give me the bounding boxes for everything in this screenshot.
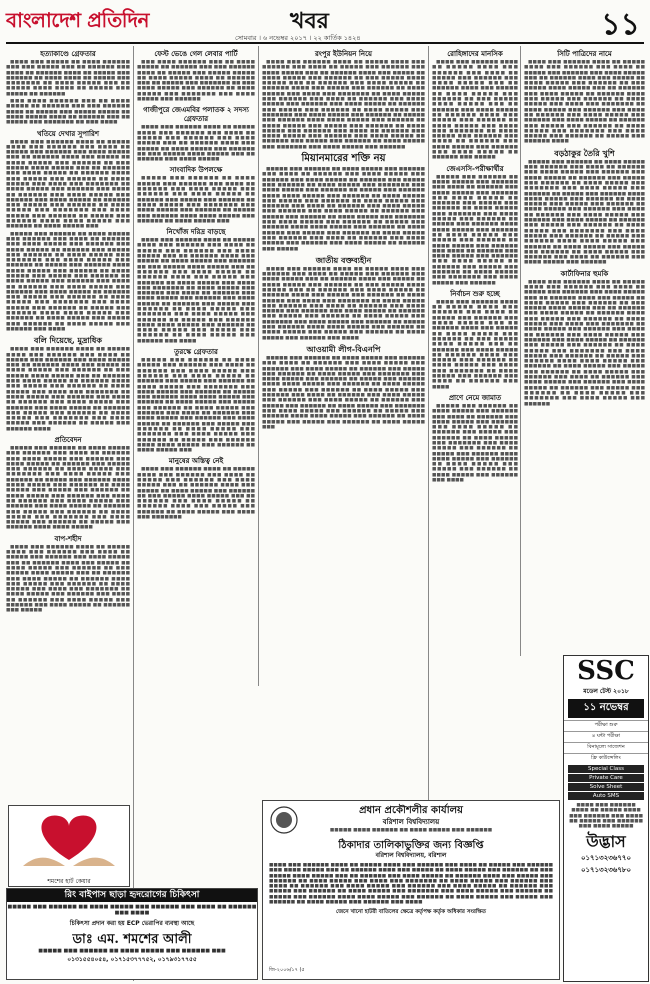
headline: জেএসসি-পরীক্ষার্থীর bbox=[446, 163, 504, 173]
heart-hands-illustration bbox=[9, 806, 129, 872]
page-number: ১১ bbox=[601, 7, 640, 42]
headline: বাপ-শহীদ bbox=[54, 533, 82, 543]
headline: জাতীয় বক্তব্যহীন bbox=[315, 254, 372, 265]
column-4: রোহিঙ্গাদের মানসিক ■■■■ ■■■ ■■■■■■ ■■■■ ■■ ■■■■■ ■■■■ ■■■ ■■■■■■ ■■■ ■■■■ ■■ ■■■■■ ■■■ ■■■■■■ ■■■ ■■■■ ■■■■■ ■■■ ■■ ■■■■■■ ■■■■ ■■■ ■■■■■ ■■ ■■■■ ■■■■■ ■■■ ■■■■■■ ■■ ■■■ ■■■■■ ■■■■ ■■■■■ ■■■ ■■ ■■■■■■ ■■■ ■■■■ ■■■■■ ■■ ■■■■■■ ■■■■ ■■■ ■■■■■ ■■■ ■■■■■■ ■■ ■■■■ ■■■■■ ■■■ ■■■■ ■■■ ■■■■■■■ ■■ ■■■■ ■■■■■ ■■■ ■■■■■■ ■■■ ■■■■ ■■ ■■■■■■ ■■■ ■■■■ ■■■■■ ■■■ ■■■■■■ ■■■ ■■■■ ■■■■■ ■■ ■■■■■■ ■■■ ■■■■■ জেএসসি-পরীক্ষার্থীর ■■■■■ ■■■ ■■■■■■ ■■ ■■■■ ■■■■■ ■■■ ■■■■■■ ■■■ ■■■■ ■■ ■■■■■■ ■■■ ■■■■ ■■■■■ ■■■ ■■■■■■ ■■■ ■■■■ ■■■■■ ■■ ■■■■■■ ■■■ ■■■■■ ■■■ ■■■■■■ ■■ ■■■■ ■■■■■ ■■■ ■■■■■■■ ■■■ ■■■■ ■■■■■ ■■■ ■■■■■■ ■■ ■■■■■ ■■■ ■■■■■■ ■■■■ ■■■■ ■■■■■ ■■■ ■■■■■■ ■■ ■■■■ ■■■■■ ■■■ ■■■■■ ■■■ ■■■■■■ ■■ ■■■■ ■■■■■ ■■■ ■■■■■■ ■■■ ■■■■ ■■ ■■■■■■ ■■■ ■■■■ ■■■■■ ■■■ ■■■■■■ ■■■ ■■■■ ■■■■■ ■■ ■■■■■■ ■■■ ■■■■■ ■■■ ■■■■■■ ■■ ■■■■ ■■■■■ ■■■ ■■■■■■■ ■■■ ■■■■ ■■■■■ ■■■ ■■■■■■ নির্বাচন শুরু হচ্ছে ■■■■ ■■■ ■■■■■■ ■■■■ ■■ ■■■■■ ■■■■ ■■■ ■■■■■■ ■■■ ■■■■ ■■ ■■■■■ ■■■ ■■■■■■ ■■■ ■■■■ ■■■■■ ■■■ ■■ ■■■■■■ ■■■■ ■■■ ■■■■■ ■■ ■■■■ ■■■■■ ■■■ ■■■■■■ ■■ ■■■ ■■■■■ ■■■■ ■■■■■ ■■■ ■■ ■■■■■■ ■■■ ■■■■ ■■■■■ ■■ ■■■■■■ ■■■■ ■■■ ■■■■■ ■■■ ■■■■■■ ■■ ■■■■ ■■■■■ ■■■ ■■■■ ■■■ ■■■■■■■ ■■ ■■■■ ■■■■■ ■■■ ■■■■■■ ■■■ ■■■■ ■■ ■■■■■■ ■■■ ■■■■ প্রাণে নেমে জামাত ■■■■■ ■■■ ■■■■■■ ■■ ■■■■ ■■■■■ ■■■ ■■■■■■ ■■■ ■■■■ ■■ ■■■■■■ ■■■ ■■■■ ■■■■■ ■■■ ■■■■■■ ■■■ ■■■■ ■■■■■ ■■ ■■■■■■ ■■■ ■■■■■ ■■■ ■■■■■■ ■■ ■■■■ ■■■■■ ■■■ ■■■■■■■ ■■■ ■■■■ ■■■■■ ■■■ ■■■■■■ ■■ ■■■■■ ■■■ ■■■■■■ ■■■■ ■■■■ ■■■■■ ■■■ ■■■■■■ ■■ ■■■■ ■■■■■ ■■■ ■■■■■ ■■■ ■■■■■■ ■■ ■■■■ ■■■■■ ■■■ ■■■■■■ ■■■ ■■■■ bbox=[432, 49, 518, 484]
heart-care-ad bbox=[8, 805, 130, 887]
office-title: প্রধান প্রকৌশলীর কার্যালয় bbox=[359, 805, 463, 816]
ssc-badge: Special Class bbox=[568, 765, 644, 773]
column-divider bbox=[428, 46, 429, 806]
ssc-row: ৪ ঘন্টা পরীক্ষা bbox=[564, 731, 648, 742]
headline: সাংবাদিক উপলক্ষে bbox=[169, 165, 223, 175]
ssc-badge: Auto SMS bbox=[568, 792, 644, 800]
headline: নিখোঁজ দরিদ্র বাড়ছে bbox=[166, 227, 226, 237]
doctor-name: ডাঃ এম. শমশের আলী bbox=[72, 932, 192, 947]
tender-sub: বরিশাল বিশ্ববিদ্যালয়, বরিশাল bbox=[375, 852, 447, 859]
headline: প্রতিবেদন bbox=[54, 435, 82, 444]
headline: খতিয়ে দেখার সুপারিশ bbox=[36, 128, 100, 138]
headline: বড়ঠাকুর তৈরি খুশি bbox=[554, 147, 615, 158]
headline: রোহিঙ্গাদের মানসিক bbox=[447, 49, 503, 58]
ssc-phone: ০১৭১৩২৩৬৭৭০ ০১৭১৩২৩৬৭৮০ bbox=[580, 854, 632, 875]
tender-title: ঠিকাদার তালিকাভুক্তির জন্য বিজ্ঞপ্তি bbox=[338, 840, 484, 851]
ssc-brand: উদ্ভাস bbox=[586, 832, 626, 852]
section-title: খবর bbox=[290, 8, 329, 34]
office-sub: বরিশাল বিশ্ববিদ্যালয় bbox=[382, 817, 440, 826]
headline: সিটি পাত্রিদের নামে bbox=[557, 49, 612, 58]
heart-care-caption: শমশের হার্ট কেয়ার bbox=[47, 878, 91, 885]
column-divider bbox=[520, 46, 521, 656]
ssc-subtitle: মডেল টেস্ট ২০১৮ bbox=[583, 688, 629, 695]
column-2: ফেস্ট ভেঙে গেল লেবার পার্টি ■■■ ■■■■ ■■■■■■ ■■■ ■■ ■■■■ ■■■■■ ■■ ■■■■■■ ■■■ ■■■ ■■■■■■ ■■■■ ■■ ■■■■■ ■■■ ■■■■■ ■■■■■ ■■ ■■■■ ■■■■■ ■■■■ ■■ ■■■■■■ ■■■ ■■ ■■■■■ ■■■ ■■■■■■■ ■■ ■■■ ■■■■ ■■■■■ ■■■ ■■■■■■ ■■ ■■■■ ■■■■■ ■■■ ■■■■■■■ ■■■ ■■■■ ■■■■■ ■■■ ■■■■■■ গাজীপুরে জেএমবির পলাতক ২ সদস্য গ্রেফতার ■■■■ ■■■ ■■■■■■ ■■■■ ■■ ■■■■■ ■■■■ ■■■ ■■■■■■ ■■■ ■■■■ ■■ ■■■■■ ■■■ ■■■■■■ ■■■ ■■■■ ■■■■■ ■■■ ■■ ■■■■■■ ■■■■ ■■■ ■■■■■ ■■ ■■■■ ■■■■■ ■■■ ■■■■■■ ■■ ■■■ ■■■■■ ■■■■ ■■■■■ ■■■ ■■ ■■■■■■ ■■■ ■■■■ ■■■■■ সাংবাদিক উপলক্ষে ■■■■■ ■■■ ■■■■■■ ■■ ■■■■ ■■■■■ ■■■ ■■■■■■ ■■■ ■■■■ ■■ ■■■■■■ ■■■ ■■■■ ■■■■■ ■■■ ■■■■■■ ■■■ ■■■■ ■■■■■ ■■ ■■■■■■ ■■■ ■■■■■ ■■■ ■■■■■■ ■■ ■■■■ ■■■■■ ■■■ ■■■■■■■ ■■■ ■■■■ ■■■■■ ■■■ ■■■■■■ ■■ ■■■■■ ■■■ ■■■■■■ ■■■■ ■■■■ ■■■■■ ■■■ ■■■■■■ ■■ ■■■■ ■■■■■ ■■■ নিখোঁজ দরিদ্র বাড়ছে ■■■■ ■■■ ■■■■■■ ■■■■ ■■ ■■■■■ ■■■■ ■■■ ■■■■■■ ■■■ ■■■■ ■■ ■■■■■ ■■■ ■■■■■■ ■■■ ■■■■ ■■■■■ ■■■ ■■ ■■■■■■ ■■■■ ■■■ ■■■■■ ■■ ■■■■ ■■■■■ ■■■ ■■■■■■ ■■ ■■■ ■■■■■ ■■■■ ■■■■■ ■■■ ■■ ■■■■■■ ■■■ ■■■■ ■■■■■ ■■ ■■■■■■ ■■■■ ■■■ ■■■■■ ■■■ ■■■■■■ ■■ ■■■■ ■■■■■ ■■■ ■■■■ ■■■ ■■■■■■■ ■■ ■■■■ ■■■■■ ■■■ ■■■■■■ ■■■ ■■■■ ■■ ■■■■■■ ■■■ ■■■■ ■■■■■ ■■■ ■■■■■■ ■■■ ■■■■ ■■■■■ ■■ ■■■■■■ ■■■ ■■■■■ ■■■ ■■■■■■ ■■ ■■■■ ■■■■■ ■■■ ■■■■■■■ ■■■ ■■■■ ■■■■■ ■■■ ■■■■■■ ■■ ■■■■■ ■■■ ■■■■■■ ■■■■ ■■■■ ■■■■■ ■■■ ■■■■■■ ■■ ■■■■ ■■■■■ ■■■ ■■■■■ ■■■ ■■■■■■ ■■ ■■■■ ■■■■■ ■■■ ■■■■■■ ■■■ ■■■■ তুরস্কে গ্রেফতার ■■■■■ ■■■ ■■■■■■ ■■ ■■■■ ■■■■■ ■■■ ■■■■■■ ■■■ ■■■■ ■■ ■■■■■■ ■■■ ■■■■ ■■■■■ ■■■ ■■■■■■ ■■■ ■■■■ ■■■■■ ■■ ■■■■■■ ■■■ ■■■■■ ■■■ ■■■■■■ ■■ ■■■■ ■■■■■ ■■■ ■■■■■■■ ■■■ ■■■■ ■■■■■ ■■■ ■■■■■■ ■■ ■■■■■ ■■■ ■■■■■■ ■■■■ ■■■■ ■■■■■ ■■■ ■■■■■■ ■■ ■■■■ ■■■■■ ■■■ ■■■■■ ■■■ ■■■■■■ ■■ ■■■■ ■■■■■ ■■■ ■■■■■■ ■■■ ■■■■ ■■ ■■■■■■ ■■■ ■■■■ ■■■■■ ■■■ ■■■■■■ ■■■ ■■■■ ■■■■■ ■■ ■■■■■■ ■■■ ■■■■■ ■■■ ■■■■■■ ■■ ■■■■ ■■■■■ ■■■ ■■■■■■■ ■■■ ■■■■ ■■■■■ ■■■ ■■■■■■ ■■ ■■■■■ ■■■ ■■■■■■ ■■■■ ■■■■ ■■■■■ ■■■ ■■■■■■ ■■ ■■■■ ■■■■■ ■■■ মানুষের অস্তিত্ব নেই ■■■■ ■■■ ■■■■■■ ■■■■ ■■ ■■■■■ ■■■■ ■■■ ■■■■■■ ■■■ ■■■■ ■■ ■■■■■ ■■■ ■■■■■■ ■■■ ■■■■ ■■■■■ ■■■ ■■ ■■■■■■ ■■■■ ■■■ ■■■■■ ■■ ■■■■ ■■■■■ ■■■ ■■■■■■ ■■ ■■■ ■■■■■ ■■■■ ■■■■■ ■■■ ■■ ■■■■■■ ■■■ ■■■■ ■■■■■ ■■ ■■■■■■ ■■■■ ■■■ ■■■■■ ■■■ ■■■■■■ ■■ ■■■■ ■■■■■ ■■■ ■■■■ ■■■ ■■■■■■■ bbox=[137, 49, 255, 521]
newspaper-logo: বাংলাদেশ প্রতিদিন bbox=[6, 8, 149, 32]
headline: প্রাণে নেমে জামাত bbox=[448, 392, 502, 402]
headline: মিয়ানমারের শক্তি নয় bbox=[301, 153, 386, 165]
doctor-phone: ০১৩১৫৫৪০৫৪, ০১৭১৫৩৭৭৭৫২, ০১৭৯৩১৭৭৫৫ bbox=[67, 956, 197, 963]
headline: আওয়ামী লীগ-বিএনপি bbox=[306, 343, 381, 354]
column-divider bbox=[258, 46, 259, 686]
dateline: সোমবার । ৬ নভেম্বর ২০১৭ । ২২ কার্তিক ১৪২৪ bbox=[235, 34, 361, 42]
tender-ad: প্রধান প্রকৌশলীর কার্যালয় বরিশাল বিশ্ববিদ্যালয় ■■■■■ ■■■■ ■■■■■■ ■■ ■■■■ ■■■■■ ■■■ ■■■■■■ ঠিকাদার তালিকাভুক্তির জন্য বিজ্ঞপ্তি বরিশাল বিশ্ববিদ্যালয়, বরিশাল ■■■■ ■■■ ■■■■■■ ■■■■ ■■ ■■■■■ ■■■■ ■■■ ■■■■■■ ■■■ ■■■■ ■■ ■■■■■ ■■■ ■■■■■■ ■■■ ■■■■ ■■■■■ ■■■ ■■ ■■■■■■ ■■■■ ■■■ ■■■■■ ■■ ■■■■ ■■■■■ ■■■ ■■■■■■ ■■ ■■■ ■■■■■ ■■■■ ■■■■■ ■■■ ■■ ■■■■■■ ■■■ ■■■■ ■■■■■ ■■ ■■■■■■ ■■■■ ■■■ ■■■■■ ■■■ ■■■■■■ ■■ ■■■■ ■■■■■ ■■■ ■■■■ ■■■ ■■■■■■■ ■■ ■■■■ ■■■■■ ■■■ ■■■■■■ ■■■ ■■■■ ■■ ■■■■■■ ■■■ ■■■■ ■■■■■ ■■■ ■■■■■■ ■■■ ■■■■ ■■■■■ ■■ ■■■■■■ ■■■ ■■■■■ ■■■ ■■■■■■ ■■ ■■■■ ■■■■■ ■■■ ■■■■■■■ ■■■ ■■■■ ■■■■■ ■■■ ■■■■■■ ■■ ■■■■■ ■■■ ■■■■■■ ■■■■ ■■■■ ■■■■■ ■■■ ■■■■■■ ■■ ■■■■ ■■■■■ ■■■ ■■■■■ ■■■ ■■■■■■ ■■ ■■■■ ■■■■■ ■■■ ■■■■■■ ■■■ ■■■■ জেনে খানো হাটরী বাতিলের ক্ষেত্রে কর্তৃপক্ষ কর্তৃক অধিকার সংরক্ষিত জি-২০০৬/১৭ (৫ bbox=[262, 800, 560, 980]
headline: গাজীপুরে জেএমবির পলাতক ২ সদস্য গ্রেফতার bbox=[143, 105, 249, 124]
ssc-row: ফ্রি কাউন্সেলিং bbox=[564, 753, 648, 764]
headline: রংপুর ইউনিয়ন নিয়ে bbox=[314, 49, 373, 58]
ssc-badge: Private Care bbox=[568, 774, 644, 782]
doctor-sub: চিকিৎসা প্রদান করা হয় ECP ভেরাপির ব্যবস্থা আছে bbox=[69, 920, 195, 927]
ssc-row: পরীক্ষা শুরু bbox=[564, 720, 648, 731]
university-seal-icon bbox=[269, 805, 299, 835]
ssc-ad: SSC মডেল টেস্ট ২০১৮ ১১ নভেম্বর পরীক্ষা শুরু ৪ ঘন্টা পরীক্ষা বিনামূল্যে সাজেশন ফ্রি কাউন্সেলিং Special Class Private Care Solve Sheet Auto SMS ■■■■ ■■■ ■■■■■■ ■■■■ ■■ ■■■■■ ■■■■ ■■■ ■■■■■■ ■■■ ■■■■ ■■ ■■■■■ ■■■ ■■■■■■ ■■■ ■■■■ ■■■■■ উদ্ভাস ০১৭১৩২৩৬৭৭০ ০১৭১৩২৩৬৭৮০ bbox=[563, 655, 649, 982]
masthead-rule bbox=[6, 42, 644, 44]
ssc-row: বিনামূল্যে সাজেশন bbox=[564, 742, 648, 753]
masthead bbox=[0, 0, 650, 40]
doctor-ad: রিং বাইপাস ছাড়া হৃদরোগের চিকিৎসা ■■■■■ ■■■ ■■■■■■ ■■ ■■■■ ■■■■■ ■■■ ■■■■■■ ■■■ ■■■■ ■■ ■■■■■■ ■■■ ■■■■ চিকিৎসা প্রদান করা হয় ECP ভেরাপির ব্যবস্থা আছে ডাঃ এম. শমশের আলী ■■■■■ ■■■ ■■■■■■ ■■ ■■■■ ■■■■■ ■■■ ■■■■■■ ■■■ ০১৩১৫৫৪০৫৪, ০১৭১৫৩৭৭৭৫২, ০১৭৯৩১৭৭৫৫ bbox=[6, 888, 258, 980]
headline: তুরস্কে গ্রেফতার bbox=[174, 347, 218, 357]
tender-ref: জি-২০০৬/১৭ (৫ bbox=[269, 967, 305, 973]
column-5: সিটি পাত্রিদের নামে ■■■■ ■■■ ■■■■■■ ■■■■ ■■ ■■■■■ ■■■■ ■■■ ■■■■■■ ■■■ ■■■■ ■■ ■■■■■ ■■■ ■■■■■■ ■■■ ■■■■ ■■■■■ ■■■ ■■ ■■■■■■ ■■■■ ■■■ ■■■■■ ■■ ■■■■ ■■■■■ ■■■ ■■■■■■ ■■ ■■■ ■■■■■ ■■■■ ■■■■■ ■■■ ■■ ■■■■■■ ■■■ ■■■■ ■■■■■ ■■ ■■■■■■ ■■■■ ■■■ ■■■■■ ■■■ ■■■■■■ ■■ ■■■■ ■■■■■ ■■■ ■■■■ ■■■ ■■■■■■■ ■■ ■■■■ ■■■■■ ■■■ ■■■■■■ ■■■ ■■■■ ■■ ■■■■■■ ■■■ ■■■■ ■■■■■ ■■■ ■■■■■■ ■■■ ■■■■ ■■■■■ ■■ ■■■■■■ ■■■ ■■■■■ ■■■ ■■■■■■ ■■ ■■■■ ■■■■■ ■■■ ■■■■■■■ ■■■ ■■■■ ■■■■■ ■■■ ■■■■■■ ■■ ■■■■■ ■■■ ■■■■■■ ■■■■ বড়ঠাকুর তৈরি খুশি ■■■■■ ■■■ ■■■■■■ ■■ ■■■■ ■■■■■ ■■■ ■■■■■■ ■■■ ■■■■ ■■ ■■■■■■ ■■■ ■■■■ ■■■■■ ■■■ ■■■■■■ ■■■ ■■■■ ■■■■■ ■■ ■■■■■■ ■■■ ■■■■■ ■■■ ■■■■■■ ■■ ■■■■ ■■■■■ ■■■ ■■■■■■■ ■■■ ■■■■ ■■■■■ ■■■ ■■■■■■ ■■ ■■■■■ ■■■ ■■■■■■ ■■■■ ■■■■ ■■■■■ ■■■ ■■■■■■ ■■ ■■■■ ■■■■■ ■■■ ■■■■■ ■■■ ■■■■■■ ■■ ■■■■ ■■■■■ ■■■ ■■■■■■ ■■■ ■■■■ ■■ ■■■■■■ ■■■ ■■■■ ■■■■■ ■■■ ■■■■■■ ■■■ ■■■■ ■■■■■ ■■ ■■■■■■ ■■■ ■■■■■ ■■■ ■■■■■■ ■■ ■■■■ ■■■■■ ■■■ ■■■■■■■ ■■■ ■■■■ ■■■■■ ■■■ ■■■■■■ ■■ ■■■■■ ■■■ ■■■■■■ ■■■■ ■■■■ ■■■■■ ■■■ ■■■■■■ ■■ ■■■■ ■■■■■ ■■■ ■■■■■ ■■■ ■■■■■■ ■■ ■■■■ ■■■■■ ■■■ ■■■■■■ ■■■ ■■■■ ■■ ■■■■■■ ■■■ ■■■■ ■■■■■ ■■■ ■■■■■■ কার্টাফিনার হুমকি ■■■■ ■■■ ■■■■■■ ■■■■ ■■ ■■■■■ ■■■■ ■■■ ■■■■■■ ■■■ ■■■■ ■■ ■■■■■ ■■■ ■■■■■■ ■■■ ■■■■ ■■■■■ ■■■ ■■ ■■■■■■ ■■■■ ■■■ ■■■■■ ■■ ■■■■ ■■■■■ ■■■ ■■■■■■ ■■ ■■■ ■■■■■ ■■■■ ■■■■■ ■■■ ■■ ■■■■■■ ■■■ ■■■■ ■■■■■ ■■ ■■■■■■ ■■■■ ■■■ ■■■■■ ■■■ ■■■■■■ ■■ ■■■■ ■■■■■ ■■■ ■■■■ ■■■ ■■■■■■■ ■■ ■■■■ ■■■■■ ■■■ ■■■■■■ ■■■ ■■■■ ■■ ■■■■■■ ■■■ ■■■■ ■■■■■ ■■■ ■■■■■■ ■■■ ■■■■ ■■■■■ ■■ ■■■■■■ ■■■ ■■■■■ ■■■ ■■■■■■ ■■ ■■■■ ■■■■■ ■■■ ■■■■■■■ ■■■ ■■■■ ■■■■■ ■■■ ■■■■■■ ■■ ■■■■■ ■■■ ■■■■■■ ■■■■ ■■■■ ■■■■■ ■■■ ■■■■■■ ■■ ■■■■ ■■■■■ ■■■ ■■■■■ ■■■ ■■■■■■ ■■ ■■■■ ■■■■■ ■■■ ■■■■■■ ■■■ ■■■■ ■■ ■■■■■■ ■■■ ■■■■ ■■■■■ ■■■ ■■■■■■ ■■■ ■■■■ ■■■■■ ■■ ■■■■■■ ■■■ ■■■■■ ■■■ ■■■■■■ ■■ ■■■■ ■■■■■ ■■■ ■■■■■■■ ■■■ ■■■■ ■■■■■ ■■■ ■■■■■■ bbox=[524, 49, 645, 407]
ssc-title: SSC bbox=[577, 656, 635, 686]
headline: কার্টাফিনার হুমকি bbox=[560, 268, 609, 278]
ssc-date: ১১ নভেম্বর bbox=[568, 699, 644, 718]
column-1: হত্যাকাণ্ডে গ্রেফতার ■■■■ ■■■ ■■■■■ ■■ ■■■■ ■■■■■■ ■■■ ■■■ ■■■■■ ■■■ ■■ ■■■■■■ ■■■ ■■■■ ■■ ■■■■■■ ■■■■ ■■ ■■■■■ ■■■ ■■■■■■ ■■ ■■■■ ■■■■ ■■ ■■■■■ ■■■ ■■■■■■■ ■■ ■■■■ ■■■■■ ■■■ ■■ ■■■■■ ■■■■ ■■■■ ■■ ■■■■■ ■■■ ■■■■■ ■■ ■■■■■■ ■■■ ■■■■ ■■■■■■ ■■■ ■■ ■■■■ ■■■■■ ■■ ■■■■■■ ■■■ ■■■ ■■■■■■ ■■■■ ■■ ■■■■■ ■■■ ■■■■■ ■■■■■ ■■ ■■■■ ■■■■■ ■■■■ ■■ ■■■■■■ ■■■ ■■ ■■■■■ ■■■ ■■■■■■■ ■■ ■■■ ■■■■ খতিয়ে দেখার সুপারিশ ■■■■ ■■■ ■■■■■■ ■■■■ ■■ ■■■■■ ■■■■ ■■■ ■■■■■■ ■■■ ■■■■ ■■ ■■■■■ ■■■ ■■■■■■ ■■■ ■■■■ ■■■■■ ■■■ ■■ ■■■■■■ ■■■■ ■■■ ■■■■■ ■■ ■■■■ ■■■■■ ■■■ ■■■■■■ ■■ ■■■ ■■■■■ ■■■■ ■■■■■ ■■■ ■■ ■■■■■■ ■■■ ■■■■ ■■■■■ ■■ ■■■■■■ ■■■■ ■■■ ■■■■■ ■■■ ■■■■■■ ■■ ■■■■ ■■■■■ ■■■ ■■■■ ■■■ ■■■■■■■ ■■ ■■■■ ■■■■■ ■■■ ■■■■■■ ■■■ ■■■■ ■■ ■■■■■■ ■■■ ■■■■ ■■■■■ ■■■ ■■■■■■ ■■■ ■■■■ ■■■■■ ■■ ■■■■■■ ■■■ ■■■■■ ■■■ ■■■■■■ ■■ ■■■■ ■■■■■ ■■■ ■■■■■■■ ■■■ ■■■■ ■■■■■ ■■■ ■■■■■■ ■■ ■■■■■ ■■■ ■■■■■■ ■■■■ ■■■■ ■■■■■ ■■■ ■■■■■■ ■■ ■■■■ ■■■■■ ■■■ ■■■■■ ■■■ ■■■■■■ ■■ ■■■■ ■■■■■ ■■■ ■■■■■■ ■■■ ■■■■ ■■ ■■■■■■ ■■■ ■■■■ ■■■■■ ■■■ ■■■■■■ ■■■ ■■■■ ■■■■■ ■■ ■■■■■■ ■■■ ■■■■■ ■■■ ■■■■■■ ■■ ■■■■ ■■■■■ ■■■ ■■■■■■■ ■■■ ■■■■ ■■■■■ ■■■ ■■■■■■ ■■ ■■■■■ ■■■ ■■■■■■ ■■■■ ■■■■ ■■■■■ ■■■ ■■■■■■ ■■ ■■■■ ■■■■■ ■■■ ■■■■■ ■■■ ■■■■■■ ■■ ■■■■ ■■■■■ ■■■ ■■■■■■ ■■■ ■■■■ ■■ ■■■■■■ ■■■ ■■■■ ■■■■■ ■■■ ■■■■■■ ■■■ ■■■■ ■■■■■ ■■ ■■■■■■ ■■■ ■■■■■ ■■■ ■■■■■■ ■■ ■■■■ ■■■■■ ■■■ ■■■■■■■ ■■■ ■■■■ ■■■■■ ■■■ ■■■■■■ ■■ ■■■■■ ■■■ ■■■■■■ ■■■■ ■■■■ ■■■■■ ■■■ ■■■■■■ ■■ ■■■■ ■■■■■ ■■■ ■■■■■ ■■■ ■■■■■■ ■■ ■■■■ ■■■■■ ■■■ ■■■■■■ ■■■ ■■■■ বলি দিয়েছে, মুদ্রাধিক ■■■■ ■■■ ■■■■■■ ■■■■ ■■ ■■■■■ ■■■■ ■■■ ■■■■■■ ■■■ ■■■■ ■■ ■■■■■ ■■■ ■■■■■■ ■■■ ■■■■ ■■■■■ ■■■ ■■ ■■■■■■ ■■■■ ■■■ ■■■■■ ■■ ■■■■ ■■■■■ ■■■ ■■■■■■ ■■ ■■■ ■■■■■ ■■■■ ■■■■■ ■■■ ■■ ■■■■■■ ■■■ ■■■■ ■■■■■ ■■ ■■■■■■ ■■■■ ■■■ ■■■■■ ■■■ ■■■■■■ ■■ ■■■■ ■■■■■ ■■■ ■■■■ ■■■ ■■■■■■■ ■■ ■■■■ ■■■■■ ■■■ ■■■■■■ ■■■ ■■■■ ■■ ■■■■■■ ■■■ ■■■■ ■■■■■ ■■■ ■■■■■■ ■■■ ■■■■ ■■■■■ ■■ ■■■■■■ ■■■ ■■■■■ ■■■ ■■■■■■ ■■ ■■■■ ■■■■■ ■■■ ■■■■■■■ ■■■ ■■■■ ■■■■■ ■■■ ■■■■■■ ■■ ■■■■■ ■■■ ■■■■■■ ■■■■ প্রতিবেদন ■■■■■ ■■■ ■■■■■■ ■■ ■■■■ ■■■■■ ■■■ ■■■■■■ ■■■ ■■■■ ■■ ■■■■■■ ■■■ ■■■■ ■■■■■ ■■■ ■■■■■■ ■■■ ■■■■ ■■■■■ ■■ ■■■■■■ ■■■ ■■■■■ ■■■ ■■■■■■ ■■ ■■■■ ■■■■■ ■■■ ■■■■■■■ ■■■ ■■■■ ■■■■■ ■■■ ■■■■■■ ■■ ■■■■■ ■■■ ■■■■■■ ■■■■ ■■■■ ■■■■■ ■■■ ■■■■■■ ■■ ■■■■ ■■■■■ ■■■ ■■■■■ ■■■ ■■■■■■ ■■ ■■■■ ■■■■■ ■■■ ■■■■■■ ■■■ ■■■■ ■■ ■■■■■■ ■■■ ■■■■ ■■■■■ ■■■ ■■■■■■ ■■■ ■■■■ ■■■■■ ■■ ■■■■■■ ■■■ ■■■■■ ■■■ ■■■■■■ ■■ ■■■■ ■■■■■ ■■■ ■■■■■■■ ■■■ ■■■■ ■■■■■ ■■■ ■■■■■■ ■■ ■■■■■ ■■■ ■■■■■■ ■■■■ ■■■■ ■■■■■ বাপ-শহীদ ■■■■ ■■■ ■■■■■■ ■■■■ ■■ ■■■■■ ■■■■ ■■■ ■■■■■■ ■■■ ■■■■ ■■ ■■■■■ ■■■ ■■■■■■ ■■■ ■■■■ ■■■■■ ■■■ ■■ ■■■■■■ ■■■■ ■■■ ■■■■■ ■■ ■■■■ ■■■■■ ■■■ ■■■■■■ ■■ ■■■ ■■■■■ ■■■■ ■■■■■ ■■■ ■■ ■■■■■■ ■■■ ■■■■ ■■■■■ ■■ ■■■■■■ ■■■■ ■■■ ■■■■■ ■■■ ■■■■■■ ■■ ■■■■ ■■■■■ ■■■ ■■■■ ■■■ ■■■■■■■ ■■ ■■■■ ■■■■■ ■■■ ■■■■■■ ■■■ ■■■■ ■■ ■■■■■■ ■■■ ■■■■ ■■■■■ ■■■ ■■■■■■ ■■■ ■■■■ ■■■■■ ■■ ■■■■■■ ■■■ ■■■■■ bbox=[6, 49, 130, 614]
headline: বলি দিয়েছে, মুদ্রাধিক bbox=[34, 335, 102, 346]
headline: মানুষের অস্তিত্ব নেই bbox=[168, 456, 224, 466]
ssc-badge: Solve Sheet bbox=[568, 783, 644, 791]
column-3: রংপুর ইউনিয়ন নিয়ে ■■■■ ■■■ ■■■■■■ ■■■■ ■■ ■■■■■ ■■■■ ■■■ ■■■■■■ ■■■ ■■■■ ■■ ■■■■■ ■■■ ■■■■■■ ■■■ ■■■■ ■■■■■ ■■■ ■■ ■■■■■■ ■■■■ ■■■ ■■■■■ ■■ ■■■■ ■■■■■ ■■■ ■■■■■■ ■■ ■■■ ■■■■■ ■■■■ ■■■■■ ■■■ ■■ ■■■■■■ ■■■ ■■■■ ■■■■■ ■■ ■■■■■■ ■■■■ ■■■ ■■■■■ ■■■ ■■■■■■ ■■ ■■■■ ■■■■■ ■■■ ■■■■ ■■■ ■■■■■■■ ■■ ■■■■ ■■■■■ ■■■ ■■■■■■ ■■■ ■■■■ ■■ ■■■■■■ ■■■ ■■■■ ■■■■■ ■■■ ■■■■■■ ■■■ ■■■■ ■■■■■ ■■ ■■■■■■ ■■■ ■■■■■ ■■■ ■■■■■■ ■■ ■■■■ ■■■■■ ■■■ ■■■■■■■ ■■■ ■■■■ ■■■■■ ■■■ ■■■■■■ ■■ ■■■■■ ■■■ ■■■■■■ ■■■■ ■■■■ ■■■■■ ■■■ ■■■■■■ ■■ ■■■■ ■■■■■ ■■■ ■■■■■ ■■■ ■■■■■■ ■■ ■■■■ ■■■■■ ■■■ ■■■■■■ ■■■ ■■■■ ■■ ■■■■■■ ■■■ ■■■■ ■■■■■ ■■■ ■■■■■■ ■■■ ■■■■ ■■■■■ ■■ ■■■■■■ ■■■ ■■■■■ ■■■ ■■■■■■ ■■ ■■■■ ■■■■■ ■■■ ■■■■■■■ ■■■ ■■■■ ■■■■■ ■■■ ■■■■■■ মিয়ানমারের শক্তি নয় ■■■■■ ■■■ ■■■■■■ ■■ ■■■■ ■■■■■ ■■■ ■■■■■■ ■■■ ■■■■ ■■ ■■■■■■ ■■■ ■■■■ ■■■■■ ■■■ ■■■■■■ ■■■ ■■■■ ■■■■■ ■■ ■■■■■■ ■■■ ■■■■■ ■■■ ■■■■■■ ■■ ■■■■ ■■■■■ ■■■ ■■■■■■■ ■■■ ■■■■ ■■■■■ ■■■ ■■■■■■ ■■ ■■■■■ ■■■ ■■■■■■ ■■■■ ■■■■ ■■■■■ ■■■ ■■■■■■ ■■ ■■■■ ■■■■■ ■■■ ■■■■■ ■■■ ■■■■■■ ■■ ■■■■ ■■■■■ ■■■ ■■■■■■ ■■■ ■■■■ ■■ ■■■■■■ ■■■ ■■■■ ■■■■■ ■■■ ■■■■■■ ■■■ ■■■■ ■■■■■ ■■ ■■■■■■ ■■■ ■■■■■ ■■■ ■■■■■■ ■■ ■■■■ ■■■■■ ■■■ ■■■■■■■ ■■■ ■■■■ ■■■■■ ■■■ ■■■■■■ ■■ ■■■■■ ■■■ ■■■■■■ ■■■■ ■■■■ ■■■■■ ■■■ ■■■■■■ ■■ ■■■■ ■■■■■ ■■■ ■■■■■ ■■■ ■■■■■■ ■■ ■■■■ ■■■■■ ■■■ ■■■■■■ ■■■ ■■■■ ■■ ■■■■■■ ■■■ ■■■■ ■■■■■ ■■■ ■■■■■■ ■■■ ■■■■ ■■■■■ ■■ ■■■■■■ ■■■ ■■■■■ জাতীয় বক্তব্যহীন ■■■■ ■■■ ■■■■■■ ■■■■ ■■ ■■■■■ ■■■■ ■■■ ■■■■■■ ■■■ ■■■■ ■■ ■■■■■ ■■■ ■■■■■■ ■■■ ■■■■ ■■■■■ ■■■ ■■ ■■■■■■ ■■■■ ■■■ ■■■■■ ■■ ■■■■ ■■■■■ ■■■ ■■■■■■ ■■ ■■■ ■■■■■ ■■■■ ■■■■■ ■■■ ■■ ■■■■■■ ■■■ ■■■■ ■■■■■ ■■ ■■■■■■ ■■■■ ■■■ ■■■■■ ■■■ ■■■■■■ ■■ ■■■■ ■■■■■ ■■■ ■■■■ ■■■ ■■■■■■■ ■■ ■■■■ ■■■■■ ■■■ ■■■■■■ ■■■ ■■■■ ■■ ■■■■■■ ■■■ ■■■■ ■■■■■ ■■■ ■■■■■■ ■■■ ■■■■ ■■■■■ ■■ ■■■■■■ ■■■ ■■■■■ ■■■ ■■■■■■ ■■ ■■■■ ■■■■■ ■■■ ■■■■■■■ ■■■ ■■■■ ■■■■■ ■■■ ■■■■■■ ■■ ■■■■■ ■■■ ■■■■■■ ■■■■ ■■■■ ■■■■■ ■■■ ■■■■■■ ■■ ■■■■ ■■■■■ ■■■ ■■■■■ ■■■ ■■■■■■ ■■ ■■■■ ■■■■■ ■■■ ■■■■■■ ■■■ ■■■■ আওয়ামী লীগ-বিএনপি ■■■■■ ■■■ ■■■■■■ ■■ ■■■■ ■■■■■ ■■■ ■■■■■■ ■■■ ■■■■ ■■ ■■■■■■ ■■■ ■■■■ ■■■■■ ■■■ ■■■■■■ ■■■ ■■■■ ■■■■■ ■■ ■■■■■■ ■■■ ■■■■■ ■■■ ■■■■■■ ■■ ■■■■ ■■■■■ ■■■ ■■■■■■■ ■■■ ■■■■ ■■■■■ ■■■ ■■■■■■ ■■ ■■■■■ ■■■ ■■■■■■ ■■■■ ■■■■ ■■■■■ ■■■ ■■■■■■ ■■ ■■■■ ■■■■■ ■■■ ■■■■■ ■■■ ■■■■■■ ■■ ■■■■ ■■■■■ ■■■ ■■■■■■ ■■■ ■■■■ ■■ ■■■■■■ ■■■ ■■■■ ■■■■■ ■■■ ■■■■■■ ■■■ ■■■■ ■■■■■ ■■ ■■■■■■ ■■■ ■■■■■ ■■■ ■■■■■■ ■■ ■■■■ ■■■■■ ■■■ ■■■■■■■ ■■■ ■■■■ ■■■■■ ■■■ ■■■■■■ ■■ ■■■■■ ■■■ ■■■■■■ ■■■■ ■■■■ ■■■■■ ■■■ ■■■■■■ ■■ ■■■■ ■■■■■ ■■■ ■■■■■ ■■■ ■■■■■■ ■■ ■■■■ ■■■■■ ■■■ bbox=[262, 49, 425, 430]
headline: নির্বাচন শুরু হচ্ছে bbox=[450, 288, 500, 298]
column-divider bbox=[133, 46, 134, 981]
tender-note: জেনে খানো হাটরী বাতিলের ক্ষেত্রে কর্তৃপক্ষ কর্তৃক অধিকার সংরক্ষিত bbox=[335, 909, 487, 916]
doctor-banner: রিং বাইপাস ছাড়া হৃদরোগের চিকিৎসা bbox=[7, 889, 257, 902]
headline: ফেস্ট ভেঙে গেল লেবার পার্টি bbox=[154, 49, 238, 58]
headline: হত্যাকাণ্ডে গ্রেফতার bbox=[40, 49, 96, 58]
